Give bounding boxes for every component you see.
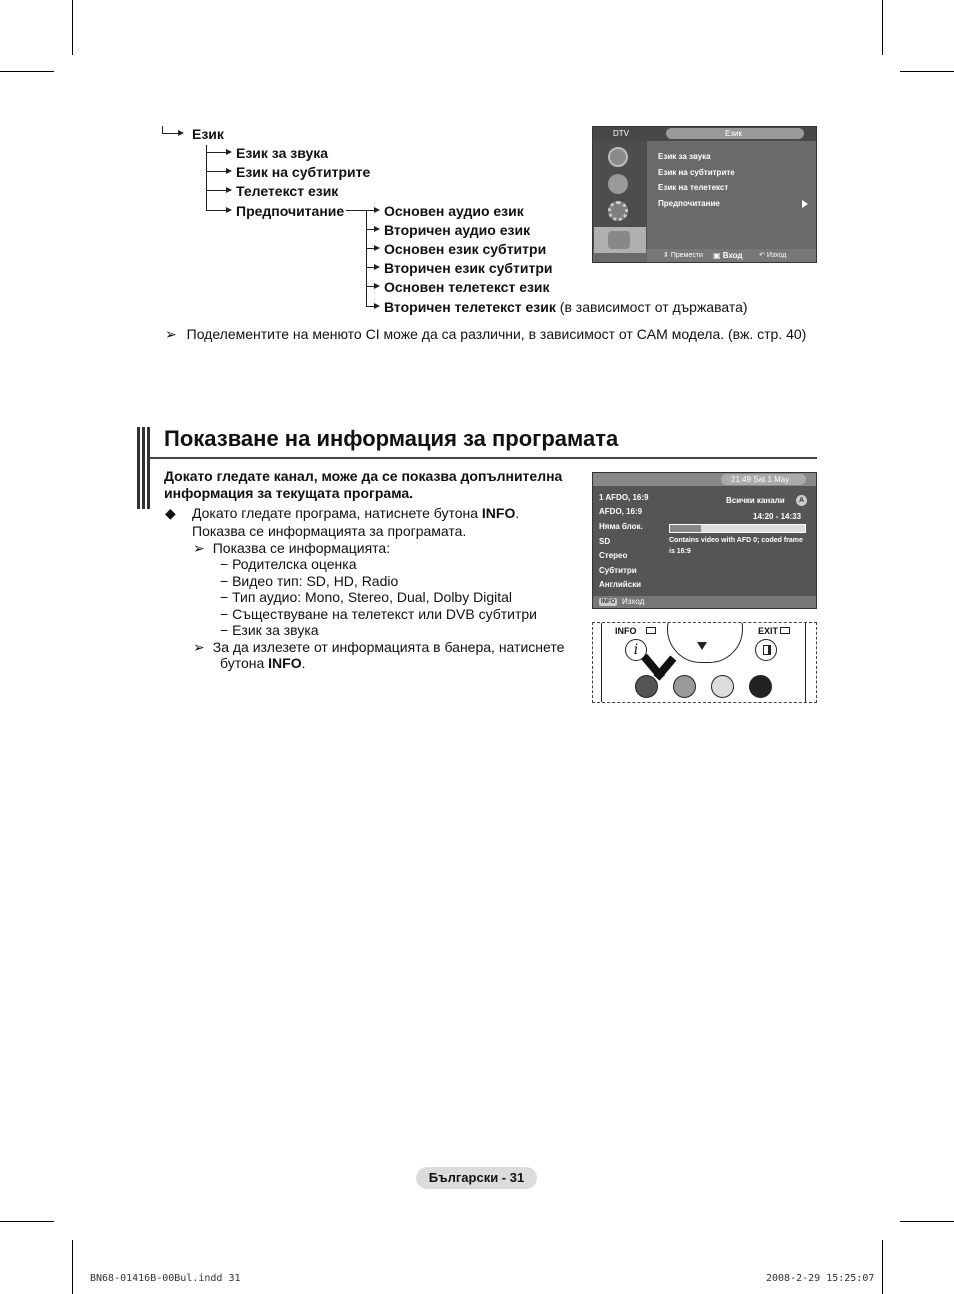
tree-subitem: Основен аудио език: [384, 203, 524, 219]
yellow-button[interactable]: [711, 675, 734, 698]
section-bar: [142, 427, 145, 509]
menu-footer-exit: ↶ Изход: [759, 252, 787, 259]
channel-list-label: Всички канали: [726, 496, 785, 505]
exit-button[interactable]: [755, 639, 777, 661]
tree-subitem-last: Вторичен телетекст език (в зависимост от държавата): [384, 299, 748, 315]
intro-text: Докато гледате канал, може да се показва допълнителна информация за текущата програма.: [164, 468, 563, 501]
menu-footer-move: ⇕ Премести: [663, 252, 703, 259]
info-line: 1 AFDO, 16:9: [599, 493, 649, 502]
crop-mark: [0, 71, 54, 72]
sub-item: − Тип аудио: Mono, Stereo, Dual, Dolby Digital: [220, 589, 513, 605]
note-arrow-icon: ➢: [165, 326, 177, 342]
setup-icon: [608, 201, 628, 221]
crop-mark: [900, 71, 954, 72]
info-line: Няма блок.: [599, 522, 643, 531]
print-footer-date: 2008-2-29 15:25:07: [766, 1273, 875, 1284]
note-ci: ➢ Поделементите на менюто CI може да са различни, в зависимост от CAM модела. (вж. стр. 40): [165, 326, 807, 342]
picture-icon: [608, 147, 628, 167]
sub-item: − Език за звука: [220, 622, 319, 638]
tree-item: Език за звука: [236, 145, 329, 161]
progress-bar: [669, 524, 806, 533]
section-bar: [147, 427, 150, 509]
sub-item: − Съществуване на телетекст или DVB субтитри: [220, 606, 538, 622]
menu-title: Език: [725, 129, 742, 138]
exit-label: EXIT: [758, 626, 779, 636]
crop-mark: [0, 1221, 54, 1222]
program-desc-2: is 16:9: [669, 548, 691, 555]
info-label-icon: [646, 627, 656, 634]
tree-subitem: Основен телетекст език: [384, 279, 550, 295]
info-button[interactable]: i: [625, 639, 647, 661]
step-bullet: [165, 504, 176, 522]
subnote: ➢ Показва се информацията:: [193, 540, 391, 556]
sound-icon: [608, 174, 628, 194]
exit-note: ➢ За да излезете от информацията в банера, натиснете: [193, 639, 565, 655]
section-title: Показване на информация за програмата: [164, 426, 619, 451]
antenna-badge: A: [796, 495, 807, 506]
print-footer-file: BN68-01416B-00Bul.indd 31: [90, 1273, 241, 1284]
crop-mark: [72, 0, 73, 55]
note-arrow-icon: ➢: [193, 639, 205, 655]
menu-item[interactable]: Език за звука: [658, 152, 711, 161]
crop-mark: [900, 1221, 954, 1222]
sub-item: − Родителска оценка: [220, 556, 357, 572]
tree-subitem: Основен език субтитри: [384, 241, 547, 257]
tree-subitem: Вторичен аудио език: [384, 222, 531, 238]
chevron-right-icon: [802, 200, 808, 208]
step-line2: Показва се информацията за програмата.: [192, 523, 467, 539]
remote-illustration: [592, 622, 817, 703]
tree-root: Език: [192, 126, 224, 142]
clock: 21:49 Sat 1 May: [731, 475, 790, 484]
time-range: 14:20 - 14:33: [753, 512, 802, 521]
info-footer-exit: Изход: [622, 597, 645, 606]
note-arrow-icon: ➢: [193, 540, 205, 556]
info-label: INFO: [615, 626, 637, 636]
red-button[interactable]: [635, 675, 658, 698]
menu-item[interactable]: Език на телетекст: [658, 183, 729, 192]
info-key: INFO: [601, 599, 616, 605]
exit-note-line2: бутона INFO.: [220, 655, 306, 671]
tree-subitem: Вторичен език субтитри: [384, 260, 553, 276]
menu-source: DTV: [613, 129, 629, 138]
program-desc: Contains video with AFD 0; coded frame: [669, 537, 803, 544]
info-line: AFDO, 16:9: [599, 507, 643, 516]
exit-label-icon: [780, 627, 790, 634]
info-banner-screen: [592, 472, 817, 609]
tree-item: Телетекст език: [236, 183, 339, 199]
info-line: Стерео: [599, 551, 628, 560]
green-button[interactable]: [673, 675, 696, 698]
menu-item[interactable]: Предпочитание: [658, 199, 720, 208]
info-line: Субтитри: [599, 566, 637, 575]
crop-mark: [72, 1240, 73, 1294]
down-arrow-icon[interactable]: [697, 642, 707, 650]
crop-mark: [882, 1240, 883, 1294]
menu-item[interactable]: Език на субтитрите: [658, 168, 735, 177]
crop-mark: [882, 0, 883, 55]
section-rule: [150, 457, 817, 459]
diamond-icon: ◆: [165, 505, 176, 521]
section-bar: [137, 427, 140, 509]
menu-footer-enter: ▣ Вход: [713, 251, 743, 260]
blue-button[interactable]: [749, 675, 772, 698]
sub-item: − Видео тип: SD, HD, Radio: [220, 573, 399, 589]
language-menu-screen: [592, 126, 817, 263]
page-label: Български - 31: [416, 1167, 537, 1189]
step-text: Докато гледате програма, натиснете бутона INFO.: [192, 505, 520, 521]
tree-item: Предпочитание: [236, 203, 345, 219]
input-icon: [608, 231, 630, 249]
info-line: SD: [599, 537, 611, 546]
info-line: Английски: [599, 580, 642, 589]
tree-item: Език на субтитрите: [236, 164, 371, 180]
